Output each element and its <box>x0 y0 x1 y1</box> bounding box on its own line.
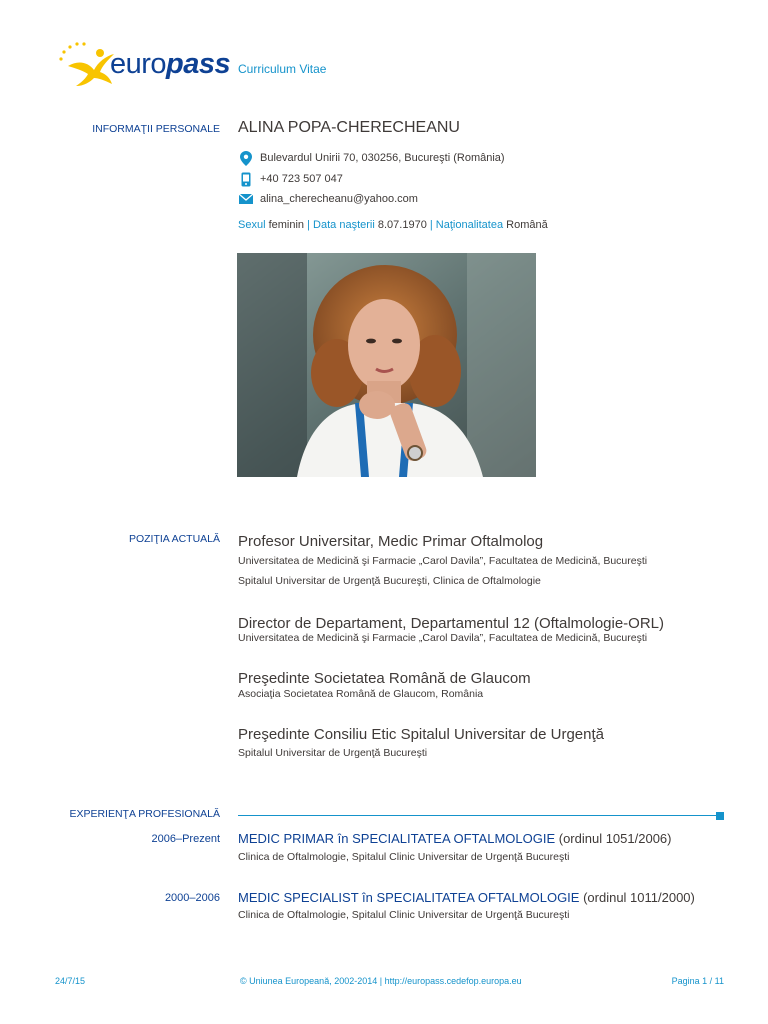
footer-date: 24/7/15 <box>55 976 86 986</box>
sex-value: feminin <box>268 219 305 231</box>
experience-role: MEDIC PRIMAR în SPECIALITATEA OFTALMOLOGIE <box>238 831 556 846</box>
position-detail: Universitatea de Medicină şi Farmacie „Carol Davila”, Facultatea de Medicină, Bucureşti <box>238 555 648 567</box>
mobile-phone-icon <box>238 171 254 187</box>
position-title: Preşedinte Societatea Română de Glaucom <box>238 670 531 687</box>
experience-dates: 2006–Prezent <box>151 833 220 845</box>
personal-details-line <box>238 219 548 231</box>
profile-photo <box>237 253 536 477</box>
experience-order: (ordinul 1011/2000) <box>579 890 695 905</box>
section-label-current-position: POZIŢIA ACTUALĂ <box>128 533 220 545</box>
envelope-icon <box>238 191 254 207</box>
experience-role: MEDIC SPECIALIST în SPECIALITATEA OFTALMOLOGIE <box>238 890 580 905</box>
position-detail: Universitatea de Medicină şi Farmacie „Carol Davila”, Facultatea de Medicină, Bucureşti <box>238 632 648 644</box>
section-divider <box>238 815 724 816</box>
position-detail: Spitalul Universitar de Urgenţă Bucureşti <box>238 747 428 759</box>
address-row <box>238 150 505 166</box>
experience-title <box>238 890 695 905</box>
birth-value: 8.07.1970 <box>377 219 427 231</box>
section-label-personal: INFORMAŢII PERSONALE <box>92 123 220 135</box>
nationality-key: Naţionalitatea <box>435 219 504 231</box>
phone-row <box>238 171 343 187</box>
email-row <box>238 191 418 207</box>
sex-key: Sexul <box>238 219 266 231</box>
separator: | <box>307 219 310 231</box>
separator: | <box>429 219 433 231</box>
nationality-value: Română <box>506 219 548 231</box>
experience-order: (ordinul 1051/2006) <box>555 831 672 846</box>
europass-wordmark <box>110 48 230 81</box>
section-divider-marker <box>716 812 724 820</box>
position-title: Director de Departament, Departamentul 12 (Oftalmologie-ORL) <box>238 615 665 632</box>
experience-place: Clinica de Oftalmologie, Spitalul Clinic Universitar de Urgenţă Bucureşti <box>238 909 570 921</box>
person-name: ALINA POPA-CHERECHEANU <box>238 119 460 136</box>
footer-page-number: Pagina 1 / 11 <box>671 976 724 986</box>
birth-key: Data naşterii <box>313 219 375 231</box>
section-label-experience: EXPERIENŢA PROFESIONALĂ <box>69 808 220 820</box>
logo-euro-text: euro <box>110 48 167 80</box>
phone-text: +40 723 507 047 <box>260 173 343 185</box>
address-text: Bulevardul Unirii 70, 030256, Bucureşti (România) <box>260 152 505 164</box>
experience-dates: 2000–2006 <box>164 892 220 904</box>
logo-pass-text: pass <box>166 48 231 80</box>
position-detail: Asociaţia Societatea Română de Glaucom, România <box>238 688 484 700</box>
position-title: Profesor Universitar, Medic Primar Oftalmolog <box>238 533 544 550</box>
footer-copyright[interactable]: © Uniunea Europeană, 2002-2014 | http://europass.cedefop.europa.eu <box>240 976 522 986</box>
position-title: Preşedinte Consiliu Etic Spitalul Universitar de Urgenţă <box>238 726 605 743</box>
document-title: Curriculum Vitae <box>238 62 327 76</box>
experience-place: Clinica de Oftalmologie, Spitalul Clinic Universitar de Urgenţă Bucureşti <box>238 851 570 863</box>
email-link[interactable]: alina_cherecheanu@yahoo.com <box>260 193 418 205</box>
position-detail: Spitalul Universitar de Urgenţă Bucureşti, Clinica de Oftalmologie <box>238 575 541 587</box>
experience-title <box>238 831 671 846</box>
location-pin-icon <box>238 150 254 166</box>
